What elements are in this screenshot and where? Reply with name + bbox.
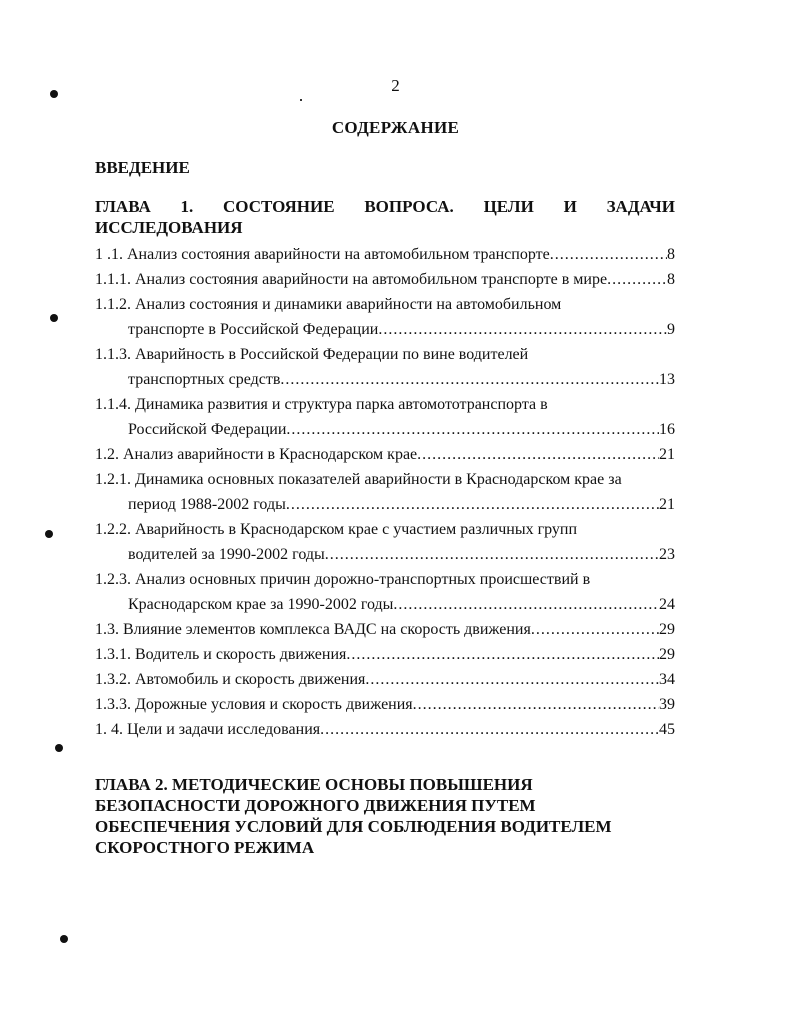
toc-entry-text: 1.3.3. Дорожные условия и скорость движения [95,696,413,713]
toc-line [95,571,675,596]
toc-entry [95,646,675,671]
toc-page-number: 23 [659,546,675,563]
toc-page-number: 39 [659,696,675,713]
toc-entry [95,396,675,446]
intro-heading: ВВЕДЕНИЕ [95,158,190,177]
toc-entry-text: 1.3. Влияние элементов комплекса ВАДС на скорость движения [95,621,531,638]
toc-entry [95,621,675,646]
toc-line [95,721,675,746]
toc-leader-dots [531,621,659,639]
toc-line [95,696,675,721]
toc-entry-text: транспорте в Российской Федерации [128,321,379,338]
toc-entry-text: 1 .1. Анализ состояния аварийности на автомобильном транспорте [95,246,550,263]
toc-entry-text: водителей за 1990-2002 годы [128,546,325,563]
toc-line [95,596,675,621]
chapter1-heading-line1 [95,196,675,217]
chapter2-heading [95,774,655,858]
toc-leader-dots [325,546,659,564]
toc-line [95,421,675,446]
toc-page-number: 29 [659,621,675,638]
toc-entry [95,271,675,296]
page-title: СОДЕРЖАНИЕ [331,118,460,137]
scan-mark [60,935,68,943]
toc-page-number: 21 [659,496,675,513]
toc-line [95,521,675,546]
toc-entry-text: транспортных средств [128,371,281,388]
toc-leader-dots [378,321,667,339]
toc-entry [95,571,675,621]
toc-entry [95,296,675,346]
scan-mark [45,530,53,538]
toc-entry [95,671,675,696]
toc-entry-text: 1.1.1. Анализ состояния аварийности на автомобильном транспорте в мире [95,271,608,288]
toc-entry-text: 1.3.1. Водитель и скорость движения [95,646,347,663]
toc-page-number: 24 [659,596,675,613]
toc-page-number: 29 [659,646,675,663]
chapter1-heading [95,196,675,238]
chapter2-heading-line: БЕЗОПАСНОСТИ ДОРОЖНОГО ДВИЖЕНИЯ ПУТЕМ [95,796,536,815]
toc-entry [95,346,675,396]
toc-entry [95,246,675,271]
toc-leader-dots [393,596,659,614]
chapter2-heading-line: ГЛАВА 2. МЕТОДИЧЕСКИЕ ОСНОВЫ ПОВЫШЕНИЯ [95,775,533,794]
toc-entry-text: 1.3.2. Автомобиль и скорость движения [95,671,366,688]
toc-line [95,271,675,296]
chapter1-word: ВОПРОСА. [364,197,454,216]
scan-speck [300,99,302,101]
toc-line [95,471,675,496]
toc-line [95,371,675,396]
chapter1-word: ЦЕЛИ [483,197,534,216]
toc-entry [95,446,675,471]
toc-entry-text: 1. 4. Цели и задачи исследования [95,721,321,738]
table-of-contents [95,246,675,746]
toc-entry [95,721,675,746]
toc-line [95,496,675,521]
toc-leader-dots [286,421,659,439]
toc-page-number: 8 [667,271,675,288]
toc-leader-dots [413,696,659,714]
toc-leader-dots [365,671,659,689]
toc-line [95,346,675,371]
toc-page-number: 45 [659,721,675,738]
page-number: 2 [391,76,400,95]
scan-mark [55,744,63,752]
toc-leader-dots [550,246,667,264]
chapter1-word: И [563,197,577,216]
chapter1-word: СОСТОЯНИЕ [223,197,335,216]
toc-leader-dots [286,496,659,514]
toc-entry-text: 1.2.1. Динамика основных показателей аварийности в Краснодарском крае за [95,471,622,488]
toc-entry-text: 1.1.4. Динамика развития и структура парка автомототранспорта в [95,396,548,413]
toc-entry-text: 1.1.3. Аварийность в Российской Федерации по вине водителей [95,346,529,363]
toc-line [95,671,675,696]
toc-entry [95,521,675,571]
chapter1-word: 1. [180,197,194,216]
toc-page-number: 9 [667,321,675,338]
toc-page-number: 8 [667,246,675,263]
toc-line [95,446,675,471]
toc-entry-text: 1.2.2. Аварийность в Краснодарском крае с участием различных групп [95,521,578,538]
toc-page-number: 13 [659,371,675,388]
toc-leader-dots [280,371,659,389]
scan-mark [50,314,58,322]
toc-entry [95,696,675,721]
toc-line [95,396,675,421]
toc-line [95,546,675,571]
toc-entry-text: Российской Федерации [128,421,287,438]
chapter2-heading-line: СКОРОСТНОГО РЕЖИМА [95,838,315,857]
toc-leader-dots [320,721,659,739]
toc-entry-text: 1.1.2. Анализ состояния и динамики аварийности на автомобильном [95,296,562,313]
chapter1-word: ГЛАВА [95,197,151,216]
toc-line [95,246,675,271]
toc-page-number: 34 [659,671,675,688]
toc-page-number: 16 [659,421,675,438]
chapter2-heading-line: ОБЕСПЕЧЕНИЯ УСЛОВИЙ ДЛЯ СОБЛЮДЕНИЯ ВОДИТЕЛЕМ [95,817,612,836]
toc-entry [95,471,675,521]
chapter1-word: ЗАДАЧИ [606,197,675,216]
toc-entry-text: Краснодарском крае за 1990-2002 годы [128,596,394,613]
toc-entry-text: период 1988-2002 годы [128,496,286,513]
toc-line [95,296,675,321]
toc-line [95,321,675,346]
toc-line [95,621,675,646]
chapter1-heading-line2: ИССЛЕДОВАНИЯ [95,218,243,237]
toc-page-number: 21 [659,446,675,463]
toc-leader-dots [417,446,659,464]
toc-leader-dots [607,271,667,289]
toc-entry-text: 1.2. Анализ аварийности в Краснодарском крае [95,446,418,463]
toc-entry-text: 1.2.3. Анализ основных причин дорожно-транспортных происшествий в [95,571,591,588]
toc-leader-dots [346,646,659,664]
toc-line [95,646,675,671]
